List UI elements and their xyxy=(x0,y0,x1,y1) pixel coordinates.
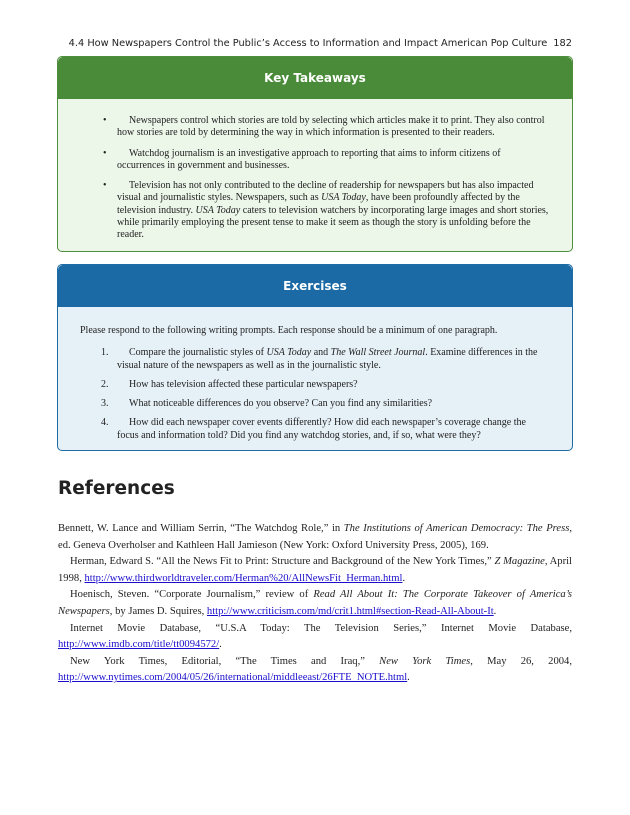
reference-link[interactable]: http://www.imdb.com/title/tt0094572/ xyxy=(58,639,220,651)
reference-entry: Hoenisch, Steven. “Corporate Journalism,” review of Read All About It: The Corporate Takeover of America’s Newspapers, by James D. Squires, http://www.criticism.com/md/crit1.html#section-Read-All-About-It. xyxy=(58,589,572,617)
running-header xyxy=(58,38,572,49)
key-takeaways-header xyxy=(58,57,572,99)
publication-name: USA Today xyxy=(266,347,312,359)
exercises-list xyxy=(80,347,550,442)
reference-entry: Herman, Edward S. “All the News Fit to Print: Structure and Background of the New York Times,” Z Magazine, April 1998, http://www.thirdworldtraveler.com/Herman%20/AllNewsFit_Herman.html. xyxy=(58,556,572,584)
key-takeaways-list xyxy=(80,115,550,242)
key-takeaways-box xyxy=(57,56,573,252)
reference-link[interactable]: http://www.criticism.com/md/crit1.html#section-Read-All-About-It xyxy=(206,605,494,617)
key-takeaways-title: Key Takeaways xyxy=(264,71,366,85)
reference-link[interactable]: http://www.nytimes.com/2004/05/26/international/middleeast/26FTE_NOTE.html xyxy=(58,672,408,684)
takeaway-item: • Newspapers control which stories are told by selecting which articles make it to print. They also control how stories are told by determining the way in which information is presented to their readers. xyxy=(80,115,550,140)
references-list xyxy=(58,521,572,687)
exercise-item: 4. How did each newspaper cover events differently? How did each newspaper’s coverage change the focus and information told? Did you find any watchdog stories, and, if so, what were they? xyxy=(101,417,526,441)
page-number: 182 xyxy=(553,38,572,49)
exercises-title: Exercises xyxy=(283,279,347,293)
takeaway-item: • Watchdog journalism is an investigative approach to reporting that aims to inform citizens of occurrences in government and businesses. xyxy=(80,148,550,173)
exercises-box xyxy=(57,264,573,451)
references-heading: References xyxy=(58,478,175,499)
exercise-item: 1. Compare the journalistic styles of USA Today and The Wall Street Journal. Examine differences in the visual nature of the newspapers as well as in the journalistic style. xyxy=(101,347,538,371)
exercises-header xyxy=(58,265,572,307)
publication-name: USA Today xyxy=(321,192,366,204)
reference-entry: New York Times, Editorial, “The Times and Iraq,” New York Times, May 26, 2004, http://www.nytimes.com/2004/05/26/international/middleeast/26FTE_NOTE.html. xyxy=(58,655,573,684)
reference-link[interactable]: http://www.thirdworldtraveler.com/Herman%20/AllNewsFit_Herman.html xyxy=(84,572,403,584)
publication-name: The Wall Street Journal xyxy=(330,347,426,359)
reference-entry: Bennett, W. Lance and William Serrin, “The Watchdog Role,” in The Institutions of American Democracy: The Press, ed. Geneva Overholser and Kathleen Hall Jamieson (New York: Oxford University Press, 2005), 169. xyxy=(58,523,572,551)
exercise-item: 3. What noticeable differences do you observe? Can you find any similarities? xyxy=(101,398,433,410)
exercise-item: 2. How has television affected these particular newspapers? xyxy=(101,378,358,390)
publication-name: USA Today xyxy=(195,204,241,216)
exercises-intro: Please respond to the following writing prompts. Each response should be a minimum of one paragraph. xyxy=(80,325,498,336)
reference-entry: Internet Movie Database, “U.S.A Today: The Television Series,” Internet Movie Database, http://www.imdb.com/title/tt0094572/. xyxy=(58,622,572,651)
section-title: 4.4 How Newspapers Control the Public’s Access to Information and Impact American Pop Culture xyxy=(68,38,548,49)
takeaway-item: • Television has not only contributed to the decline of readership for newspapers but has also impacted visual and journalistic styles. Newspapers, such as USA Today, have been profoundly affected by the television industry. USA Today caters to television watchers by incorporating large images and short stories, while primarily employing the present tense to make it seem as though the story is unfolding before the reader. xyxy=(80,180,550,241)
